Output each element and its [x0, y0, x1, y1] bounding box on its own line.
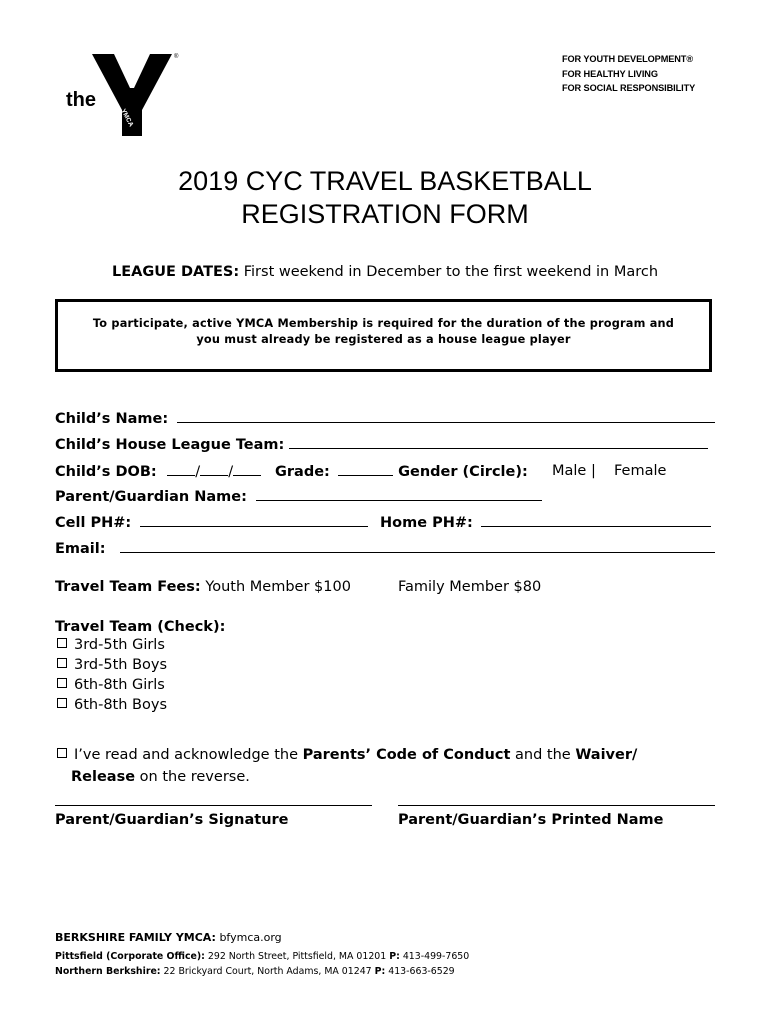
team-option-6th-8th-boys[interactable]: 6th-8th Boys: [55, 695, 167, 715]
grade-field[interactable]: [338, 461, 393, 476]
team-option-3rd-5th-boys[interactable]: 3rd-5th Boys: [55, 655, 167, 675]
signature-line[interactable]: [55, 805, 372, 806]
footer-org-site: bfymca.org: [219, 931, 282, 944]
dob-label: Child’s DOB:: [55, 464, 157, 480]
notice-line2: you must already be registered as a house league player: [196, 333, 571, 346]
printed-name-label: Parent/Guardian’s Printed Name: [398, 812, 664, 828]
dob-day-field[interactable]: [200, 461, 228, 476]
dob-month-field[interactable]: [167, 461, 195, 476]
dob-year-field[interactable]: [233, 461, 261, 476]
form-title: [0, 165, 770, 231]
home-phone-field[interactable]: [481, 512, 711, 527]
acknowledge-checkbox[interactable]: [57, 748, 67, 758]
footer-org-label: BERKSHIRE FAMILY YMCA:: [55, 931, 216, 944]
form-title-line1: 2019 CYC TRAVEL BASKETBALL: [178, 166, 592, 196]
league-dates-label: LEAGUE DATES:: [111, 264, 240, 280]
fees-family: Family Member $80: [398, 579, 542, 595]
tagline-line: FOR SOCIAL RESPONSIBILITY: [562, 83, 696, 93]
checkbox[interactable]: [57, 658, 67, 668]
tagline: [562, 52, 742, 96]
house-team-row: [55, 434, 708, 455]
email-row: [55, 538, 715, 559]
team-option-6th-8th-girls[interactable]: 6th-8th Girls: [55, 675, 165, 695]
travel-team-label: Travel Team (Check):: [55, 619, 226, 635]
checkbox[interactable]: [57, 698, 67, 708]
parent-name-field[interactable]: [256, 486, 542, 501]
cell-phone-field[interactable]: [140, 512, 368, 527]
league-dates-value: First weekend in December to the first weekend in March: [243, 264, 659, 280]
logo-the-word: the: [66, 89, 96, 111]
fees-label: Travel Team Fees:: [55, 579, 201, 595]
logo-registered-mark: ®: [174, 54, 179, 60]
dob-separator: /: [195, 464, 201, 480]
membership-notice-box: [55, 299, 712, 372]
gender-female-option[interactable]: Female: [614, 463, 667, 479]
checkbox[interactable]: [57, 678, 67, 688]
child-name-field[interactable]: [177, 408, 715, 423]
fees-youth: Youth Member $100: [205, 579, 351, 595]
tagline-line: FOR HEALTHY LIVING: [562, 68, 658, 79]
child-name-row: [55, 408, 715, 429]
house-team-field[interactable]: [289, 434, 708, 449]
league-dates: [0, 264, 770, 280]
cell-phone-row: [55, 512, 368, 533]
email-field[interactable]: [120, 538, 715, 553]
email-label: Email:: [55, 541, 106, 557]
gender-male-option[interactable]: Male |: [552, 463, 596, 479]
home-phone-label: Home PH#:: [380, 515, 473, 531]
ymca-logo: [62, 48, 180, 138]
form-title-line2: REGISTRATION FORM: [241, 199, 529, 229]
team-option-3rd-5th-girls[interactable]: 3rd-5th Girls: [55, 635, 165, 655]
child-name-label: Child’s Name:: [55, 411, 169, 427]
parent-name-label: Parent/Guardian Name:: [55, 489, 247, 505]
footer: BERKSHIRE FAMILY YMCA: bfymca.org Pittsfield (Corporate Office): 292 North Street, Pittsfield, MA 01201 P: 413-499-7650 Northern Berkshire: 22 Brickyard Court, North Adams, MA 01247 P: 413-663-6529: [55, 931, 470, 977]
ymca-logo-mark: [62, 48, 180, 138]
printed-name-line[interactable]: [398, 805, 715, 806]
grade-label: Grade:: [275, 464, 330, 480]
acknowledge-row: I’ve read and acknowledge the Parents’ Code of Conduct and the Waiver/: [55, 745, 637, 765]
tagline-line: FOR YOUTH DEVELOPMENT®: [562, 54, 693, 64]
gender-label: Gender (Circle):: [398, 464, 528, 480]
house-team-label: Child’s House League Team:: [55, 437, 285, 453]
notice-line1: To participate, active YMCA Membership is required for the duration of the program and: [92, 317, 675, 330]
fees-row: [55, 577, 351, 597]
signature-label: Parent/Guardian’s Signature: [55, 812, 289, 828]
cell-phone-label: Cell PH#:: [55, 515, 132, 531]
parent-name-row: [55, 486, 542, 507]
dob-row: [55, 461, 261, 482]
grade-group: [275, 461, 528, 482]
logo-ymca-text: YMCA: [119, 107, 135, 129]
dob-separator: /: [228, 464, 234, 480]
acknowledge-row-continued: Release on the reverse.: [71, 769, 250, 785]
home-phone-group: [380, 512, 711, 533]
checkbox[interactable]: [57, 638, 67, 648]
code-of-conduct-text: Parents’ Code of Conduct: [302, 747, 511, 763]
